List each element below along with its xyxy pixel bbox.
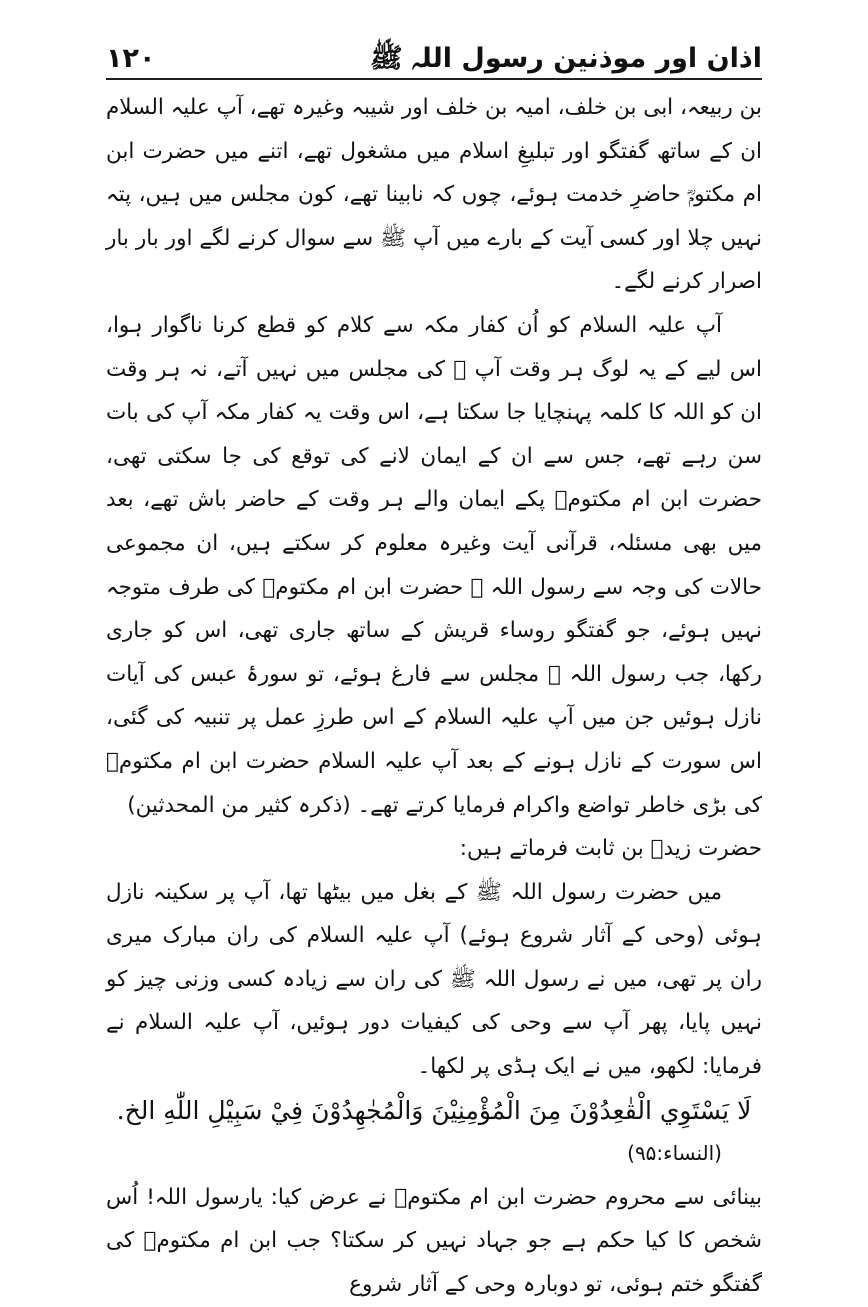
paragraph-5: بینائی سے محروم حضرت ابن ام مکتومؓ نے عرض کیا: یارسول اللہ! اُس شخص کا کیا حکم ہے جو جہاد نہیں کر سکتا؟ جب ابن ام مکتومؓ کی گفتگو ختم ہوئی، تو دوبارہ وحی کے آثار شروع bbox=[106, 1184, 762, 1298]
paragraph-4: میں حضرت رسول اللہ ﷺ کے بغل میں بیٹھا تھا، آپ پر سکینہ نازل ہوئی (وحی کے آثار شروع ہوئے) آپ علیہ السلام کی ران مبارک میری ران پر تھی، میں نے رسول اللہ ﷺ کی ران سے زیادہ کسی وزنی چیز کو نہیں پایا، پھر آپ سے وحی کی کیفیات دور ہوئیں، آپ علیہ السلام نے فرمایا: لکھو، میں نے ایک ہڈی پر لکھا۔ bbox=[106, 879, 762, 1080]
page-body bbox=[106, 86, 762, 1307]
quran-verse: لَا يَسْتَوِي الْقٰعِدُوْنَ مِنَ الْمُؤْمِنِيْنَ وَالْمُجٰهِدُوْنَ فِيْ سَبِيْلِ اللّٰهِ الخ. bbox=[116, 1095, 752, 1125]
page-header bbox=[106, 22, 762, 80]
paragraph-2: آپ علیہ السلام کو اُن کفار مکہ سے کلام کو قطع کرنا ناگوار ہوا، اس لیے کے یہ لوگ ہر وقت آپ ﷺ کی مجلس میں نہیں آتے، نہ ہر وقت ان کو اللہ کا کلمہ پہنچایا جا سکتا ہے، اس وقت یہ کفار مکہ آپ کی بات سن رہے تھے، جس سے ان کے ایمان لانے کی توقع کی جا سکتی تھی، حضرت ابن ام مکتومؓ پکے ایمان والے ہر وقت کے حاضر باش تھے، بعد میں بھی مسئلہ، قرآنی آیت وغیرہ معلوم کر سکتے ہیں، ان مجموعی حالات کی وجہ سے رسول اللہ ﷺ حضرت ابن ام مکتومؓ کی طرف متوجہ نہیں ہوئے، جو گفتگو روساء قریش کے ساتھ جاری تھی، اس کو جاری رکھا، جب رسول اللہ ﷺ مجلس سے فارغ ہوئے، تو سورۂ عبس کی آیات نازل ہوئیں جن میں آپ علیہ السلام کے اس طرزِ عمل پر تنبیہ کی گئی، اس سورت کے نازل ہونے کے بعد آپ علیہ السلام حضرت ابن ام مکتومؓ کی بڑی خاطر تواضع واکرام فرمایا کرتے تھے۔ (ذکرہ کثیر من المحدثین) bbox=[106, 312, 762, 818]
paragraph-1: بن ربیعہ، ابی بن خلف، امیہ بن خلف اور شیبہ وغیرہ تھے، آپ علیہ السلام ان کے ساتھ گفتگو اور تبلیغِ اسلام میں مشغول تھے، اتنے میں حضرت ابن ام مکتومؓ حاضرِ خدمت ہوئے، چوں کہ نابینا تھے، کون مجلس میں ہیں، پتہ نہیں چلا اور کسی آیت کے بارے میں آپ ﷺ سے سوال کرنے لگے اور بار بار اصرار کرنے لگے۔ bbox=[106, 95, 762, 295]
page-number: ۱۲۰ bbox=[106, 43, 156, 74]
paragraph-3: حضرت زیدؓ بن ثابت فرماتے ہیں: bbox=[459, 836, 762, 862]
running-title: اذان اور موذنین رسول اللہ ﷺ bbox=[369, 43, 762, 74]
verse-reference: (النساء:۹۵) bbox=[627, 1141, 722, 1166]
